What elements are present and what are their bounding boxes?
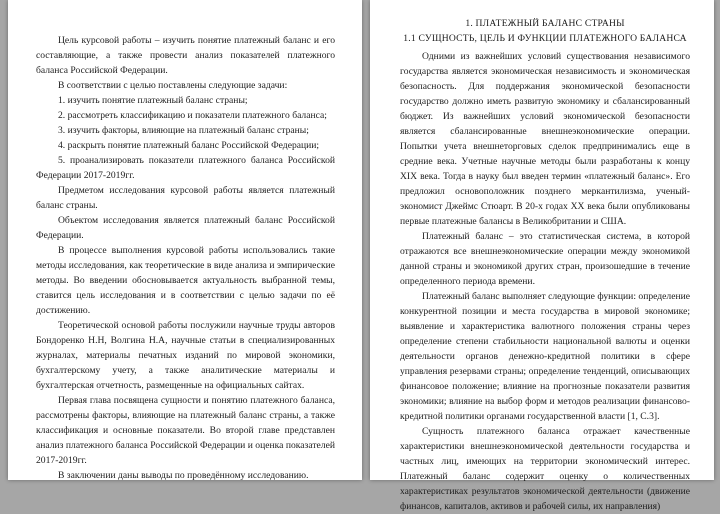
page-right-content [370,0,714,514]
page-left[interactable] [8,0,362,480]
section-heading: 1.1 СУЩНОСТЬ, ЦЕЛЬ И ФУНКЦИИ ПЛАТЕЖНОГО БАЛАНСА [403,33,687,44]
paragraph: Платежный баланс – это статистическая система, в которой отражаются все внешнеэкономические операции между экономикой данной страны и экономикой других стран, произошедшие в течение определенного периода времени. [400,231,690,287]
paragraph: Сущность платежного баланса отражает качественные характеристики внешнеэкономической деятельности государства и частных лиц, имеющих на территории экономический интерес. Платежный баланс содержит оценку о количественных характеристиках результатов экономической деятельности (движение финансов, капиталов, активов и рабочей силы, их направления) [400,426,690,512]
paragraph: В процессе выполнения курсовой работы использовались такие методы исследования, как теоретические в виде анализа и эмпирические методы. Во введении обосновывается актуальность выбранной темы, ставится цель исследования и в соответствии с целью задачи по её достижению. [36,245,335,316]
paragraph: В соответствии с целью поставлены следующие задачи: [58,80,288,91]
list-item: 1. изучить понятие платежный баланс страны; [58,95,248,106]
paragraph: Первая глава посвящена сущности и понятию платежного баланса, рассмотрены факторы, влияющие на платежный баланс страны, а также классификация и основные показатели. Во второй главе представлен анализ платежного баланса Российской Федерации и оценка показателей 2017-2019гг. [36,395,335,466]
paragraph: Теоретической основой работы послужили научные труды авторов Бондоренко Н.Н, Волгина Н.А, научные статьи в специализированных журналах, материалы печатных изданий по мировой экономики, бухгалтерскому учету, а также аналитические материалы и бухгалтерская отчетность, размещенные на официальных сайтах. [36,320,335,391]
paragraph: В заключении даны выводы по проведённому исследованию. [58,470,309,481]
page-left-content [8,0,362,483]
paragraph: Цель курсовой работы – изучить понятие платежный баланс и его составляющие, а также провести анализ показателей платежного баланса Российской Федерации. [36,35,335,76]
paragraph: Объектом исследования является платежный баланс Российской Федерации. [36,215,335,241]
page-right[interactable] [370,0,714,512]
paragraph: Предметом исследования курсовой работы является платежный баланс страны. [36,185,335,211]
paragraph: Платежный баланс выполняет следующие функции: определение конкурентной позиции и места государства в мировой экономике; выявление и характеристика валютного положения страны через определение степени стабильности национальной валюты и оценки деятельности органов денежно-кредитной политики в сфере управления резервами страны; определение тенденций, описывающих финансовое положение; влияние на прогнозные показатели развития экономики; влияние на выбор форм и методов реализации финансово-кредитной политики органами государственной власти [1, С.3]. [400,291,690,422]
paragraph: Одними из важнейших условий существования независимого государства является экономическая независимость и экономическая безопасность. Для поддержания экономической безопасности государство должно иметь развитую экономику и сбалансированный бюджет. Из важнейших условий экономической безопасности является сбалансированные внешнеэкономические операции. Попытки учета внешнеторговых сделок предпринимались еще в средние века. Учетные научные методы были разработаны к концу XIX века. Тогда в науку был введен термин «платежный баланс». Его предложил основоположник позднего меркантилизма, ученый-экономист Джеймс Стюарт. В 20-х годах XX века были опубликованы первые платежные балансы в Великобритании и США. [400,51,690,227]
list-item: 3. изучить факторы, влияющие на платежный баланс страны; [58,125,309,136]
list-item: 2. рассмотреть классификацию и показатели платежного баланса; [58,110,327,121]
list-item: 5. проанализировать показатели платежного баланса Российской Федерации 2017-2019гг. [36,155,335,181]
chapter-heading: 1. ПЛАТЕЖНЫЙ БАЛАНС СТРАНЫ [465,18,625,29]
list-item: 4. раскрыть понятие платежный баланс Российской Федерации; [58,140,320,151]
